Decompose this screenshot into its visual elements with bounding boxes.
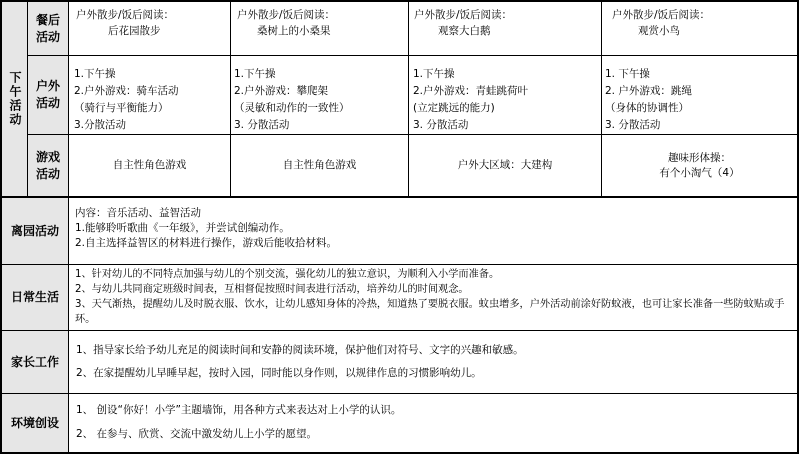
after-meal-col-3: 户外散步/饭后阅读： 观察大白鹅	[414, 9, 513, 37]
after-meal-col-2: 户外散步/饭后阅读： 桑树上的小桑果	[237, 9, 336, 37]
leaving-label: 离园活动	[10, 223, 59, 238]
outdoor-col-2: 1.下午操 2.户外游戏：攀爬架 （灵敏和动作的一致性） 3. 分散活动	[234, 68, 350, 131]
outdoor-col-3: 1.下午操 2.户外游戏：青蛙跳荷叶 (立定跳远的能力) 3. 分散活动	[413, 68, 529, 131]
daily-content: 1、针对幼儿的不同特点加强与幼儿的个别交流，强化幼儿的独立意识，为顺利入小学而准备。 2、与幼儿共同商定班级时间表，互相督促按照时间表进行活动，培养幼儿的时间观念。 3、天气渐热，提醒幼儿及时脱衣服、饮水，让幼儿感知身体的冷热，知道热了要脱衣服。蚊虫增多，户外活动前涂好防蚊液，也可让家长准备一些防蚊贴或手 环。	[75, 269, 785, 325]
daily-label: 日常生活	[10, 290, 59, 304]
outdoor-col-1: 1.下午操 2.户外游戏：骑车活动 （骑行与平衡能力） 3.分散活动	[74, 68, 179, 131]
games-col-3: 户外大区域：大建构	[457, 159, 553, 171]
games-label: 游戏活动	[35, 149, 60, 181]
after-meal-col-4: 户外散步/饭后阅读： 观赏小鸟	[612, 9, 711, 37]
outdoor-col-4: 1. 下午操 2. 户外游戏：跳绳 （身体的协调性） 3. 分散活动	[605, 68, 692, 131]
parents-label: 家长工作	[10, 354, 59, 369]
environment-label: 环境创设	[10, 415, 59, 430]
outdoor-label: 户外活动	[35, 79, 60, 110]
games-col-4: 趣味形体操： 有个小淘气（4）	[659, 151, 740, 179]
after-meal-label: 餐后活动	[35, 12, 60, 44]
games-col-2: 自主性角色游戏	[282, 159, 357, 171]
games-col-1: 自主性角色游戏	[112, 159, 187, 171]
after-meal-col-1: 户外散步/饭后阅读： 后花园散步	[76, 9, 175, 37]
leaving-content: 内容：音乐活动、益智活动 1.能够聆听歌曲《一年级》，并尝试创编动作。 2.自主选择益智区的材料进行操作，游戏后能收拾材料。	[75, 207, 338, 249]
environment-content: 1、 创设“你好！小学”主题墙饰，用各种方式来表达对上小学的认识。 2、 在参与、欣赏、交流中激发幼儿上小学的愿望。	[76, 404, 402, 440]
parents-content: 1、指导家长给予幼儿充足的阅读时间和安静的阅读环境，保护他们对符号、文字的兴趣和敏感。 2、在家提醒幼儿早睡早起，按时入园，同时能以身作则，以规律作息的习惯影响幼儿。	[76, 344, 524, 379]
afternoon-label: 下午活动	[8, 71, 22, 127]
